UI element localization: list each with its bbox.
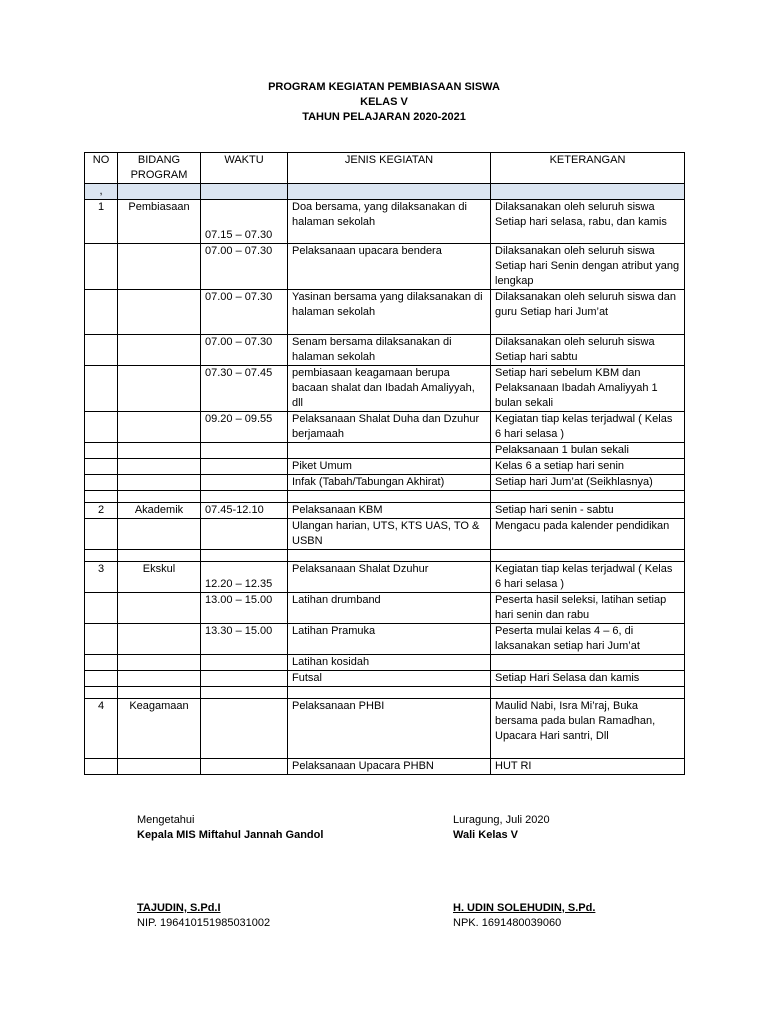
cell-waktu: 09.20 – 09.55 [201, 412, 288, 443]
cell-no [85, 244, 118, 290]
table-row [85, 519, 685, 550]
cell-bidang: Ekskul [118, 562, 201, 593]
cell-jenis: Doa bersama, yang dilaksanakan di halaman sekolah [288, 200, 491, 244]
spacer-cell [491, 687, 685, 699]
cell-no: 2 [85, 503, 118, 519]
spacer-cell [288, 687, 491, 699]
shaded-cell [288, 184, 491, 200]
cell-bidang [118, 366, 201, 412]
cell-bidang [118, 412, 201, 443]
cell-waktu: 13.30 – 15.00 [201, 624, 288, 655]
cell-no [85, 443, 118, 459]
spacer-cell [85, 491, 118, 503]
cell-keterangan: Peserta mulai kelas 4 – 6, di laksanakan setiap hari Jum’at [491, 624, 685, 655]
shaded-cell [201, 184, 288, 200]
table-row [85, 200, 685, 244]
cell-keterangan: HUT RI [491, 759, 685, 775]
table-row [85, 412, 685, 443]
spacer-cell [491, 491, 685, 503]
cell-bidang [118, 244, 201, 290]
sig-right-nip: NPK. 1691480039060 [453, 917, 562, 929]
cell-keterangan: Maulid Nabi, Isra Mi’raj, Buka bersama pada bulan Ramadhan, Upacara Hari santri, Dll [491, 699, 685, 759]
table-row [85, 624, 685, 655]
cell-jenis: Pelaksanaan KBM [288, 503, 491, 519]
cell-no [85, 290, 118, 335]
table-row [85, 335, 685, 366]
cell-no [85, 366, 118, 412]
table-body [85, 184, 685, 775]
cell-waktu: 07.15 – 07.30 [201, 200, 288, 244]
cell-waktu: 12.20 – 12.35 [201, 562, 288, 593]
cell-jenis: Ulangan harian, UTS, KTS UAS, TO & USBN [288, 519, 491, 550]
spacer-cell [288, 550, 491, 562]
cell-jenis: Pelaksanaan Shalat Dzuhur [288, 562, 491, 593]
header-waktu: WAKTU [201, 153, 288, 184]
cell-bidang [118, 624, 201, 655]
cell-jenis: pembiasaan keagamaan berupa bacaan shalat dan Ibadah Amaliyyah, dll [288, 366, 491, 412]
table-header-row [85, 153, 685, 184]
cell-keterangan: Setiap hari sebelum KBM dan Pelaksanaan Ibadah Amaliyyah 1 bulan sekali [491, 366, 685, 412]
table-row [85, 503, 685, 519]
shaded-cell [491, 184, 685, 200]
shaded-cell [118, 184, 201, 200]
cell-waktu [201, 443, 288, 459]
table-row [85, 244, 685, 290]
sig-right-name: H. UDIN SOLEHUDIN, S.Pd. [453, 902, 596, 914]
header-keterangan: KETERANGAN [491, 153, 685, 184]
cell-keterangan: Pelaksanaan 1 bulan sekali [491, 443, 685, 459]
cell-bidang [118, 759, 201, 775]
cell-keterangan: Kelas 6 a setiap hari senin [491, 459, 685, 475]
sig-right-position: Wali Kelas V [453, 829, 519, 841]
cell-no [85, 335, 118, 366]
table-row [85, 671, 685, 687]
cell-jenis: Pelaksanaan Shalat Duha dan Dzuhur berjamaah [288, 412, 491, 443]
cell-keterangan: Setiap hari Jum’at (Seikhlasnya) [491, 475, 685, 491]
cell-no [85, 671, 118, 687]
cell-waktu: 07.00 – 07.30 [201, 290, 288, 335]
cell-waktu: 07.45-12.10 [201, 503, 288, 519]
cell-bidang [118, 459, 201, 475]
table-row [85, 366, 685, 412]
cell-keterangan: Dilaksanakan oleh seluruh siswa Setiap hari selasa, rabu, dan kamis [491, 200, 685, 244]
cell-bidang: Akademik [118, 503, 201, 519]
spacer-row [85, 491, 685, 503]
cell-keterangan: Peserta hasil seleksi, latihan setiap hari senin dan rabu [491, 593, 685, 624]
sig-left-nip: NIP. 196410151985031002 [137, 917, 271, 929]
shaded-row [85, 184, 685, 200]
cell-jenis: Pelaksanaan PHBI [288, 699, 491, 759]
cell-waktu [201, 655, 288, 671]
cell-jenis: Pelaksanaan Upacara PHBN [288, 759, 491, 775]
spacer-cell [85, 687, 118, 699]
spacer-cell [201, 687, 288, 699]
cell-jenis: Senam bersama dilaksanakan di halaman sekolah [288, 335, 491, 366]
cell-keterangan: Setiap hari senin - sabtu [491, 503, 685, 519]
table-row [85, 699, 685, 759]
cell-jenis [288, 443, 491, 459]
table-row [85, 759, 685, 775]
doc-subtitle-year: TAHUN PELAJARAN 2020-2021 [302, 111, 466, 123]
cell-waktu: 07.30 – 07.45 [201, 366, 288, 412]
cell-waktu [201, 759, 288, 775]
spacer-cell [118, 491, 201, 503]
cell-bidang: Keagamaan [118, 699, 201, 759]
shaded-cell: , [85, 184, 118, 200]
spacer-row [85, 550, 685, 562]
spacer-cell [491, 550, 685, 562]
cell-no [85, 475, 118, 491]
cell-waktu [201, 475, 288, 491]
spacer-cell [201, 491, 288, 503]
cell-waktu [201, 459, 288, 475]
program-table [84, 152, 685, 775]
cell-waktu: 07.00 – 07.30 [201, 335, 288, 366]
header-bidang: BIDANG PROGRAM [118, 153, 201, 184]
cell-jenis: Infak (Tabah/Tabungan Akhirat) [288, 475, 491, 491]
sig-left-position: Kepala MIS Miftahul Jannah Gandol [137, 829, 324, 841]
cell-no [85, 593, 118, 624]
cell-waktu [201, 699, 288, 759]
cell-no [85, 412, 118, 443]
table-row [85, 475, 685, 491]
table-row [85, 562, 685, 593]
cell-bidang [118, 475, 201, 491]
cell-bidang [118, 671, 201, 687]
cell-waktu: 07.00 – 07.30 [201, 244, 288, 290]
cell-keterangan: Dilaksanakan oleh seluruh siswa Setiap hari Senin dengan atribut yang lengkap [491, 244, 685, 290]
cell-no: 3 [85, 562, 118, 593]
cell-bidang [118, 443, 201, 459]
spacer-cell [118, 687, 201, 699]
doc-subtitle-class: KELAS V [360, 96, 408, 108]
cell-bidang [118, 335, 201, 366]
header-jenis: JENIS KEGIATAN [288, 153, 491, 184]
cell-keterangan: Setiap Hari Selasa dan kamis [491, 671, 685, 687]
cell-jenis: Latihan drumband [288, 593, 491, 624]
cell-no [85, 519, 118, 550]
cell-keterangan: Kegiatan tiap kelas terjadwal ( Kelas 6 hari selasa ) [491, 562, 685, 593]
table-row [85, 593, 685, 624]
cell-jenis: Pelaksanaan upacara bendera [288, 244, 491, 290]
table-row [85, 443, 685, 459]
spacer-cell [201, 550, 288, 562]
cell-bidang [118, 655, 201, 671]
table-row [85, 459, 685, 475]
cell-no: 4 [85, 699, 118, 759]
doc-title: PROGRAM KEGIATAN PEMBIASAAN SISWA [268, 81, 500, 93]
cell-no [85, 655, 118, 671]
cell-waktu: 13.00 – 15.00 [201, 593, 288, 624]
cell-bidang [118, 519, 201, 550]
cell-jenis: Piket Umum [288, 459, 491, 475]
cell-jenis: Futsal [288, 671, 491, 687]
cell-keterangan: Mengacu pada kalender pendidikan [491, 519, 685, 550]
cell-jenis: Yasinan bersama yang dilaksanakan di halaman sekolah [288, 290, 491, 335]
cell-keterangan [491, 655, 685, 671]
cell-jenis: Latihan kosidah [288, 655, 491, 671]
cell-bidang [118, 593, 201, 624]
cell-waktu [201, 519, 288, 550]
cell-no [85, 759, 118, 775]
cell-waktu [201, 671, 288, 687]
table-row [85, 655, 685, 671]
cell-no [85, 459, 118, 475]
cell-jenis: Latihan Pramuka [288, 624, 491, 655]
cell-bidang: Pembiasaan [118, 200, 201, 244]
spacer-cell [118, 550, 201, 562]
spacer-row [85, 687, 685, 699]
table-row [85, 290, 685, 335]
cell-bidang [118, 290, 201, 335]
header-no: NO [85, 153, 118, 184]
cell-keterangan: Kegiatan tiap kelas terjadwal ( Kelas 6 hari selasa ) [491, 412, 685, 443]
cell-no [85, 624, 118, 655]
cell-keterangan: Dilaksanakan oleh seluruh siswa Setiap hari sabtu [491, 335, 685, 366]
cell-no: 1 [85, 200, 118, 244]
spacer-cell [288, 491, 491, 503]
sig-right-line1: Luragung, Juli 2020 [453, 814, 550, 826]
spacer-cell [85, 550, 118, 562]
sig-left-name: TAJUDIN, S.Pd.I [137, 902, 221, 914]
sig-left-line1: Mengetahui [137, 814, 195, 826]
cell-keterangan: Dilaksanakan oleh seluruh siswa dan guru Setiap hari Jum’at [491, 290, 685, 335]
